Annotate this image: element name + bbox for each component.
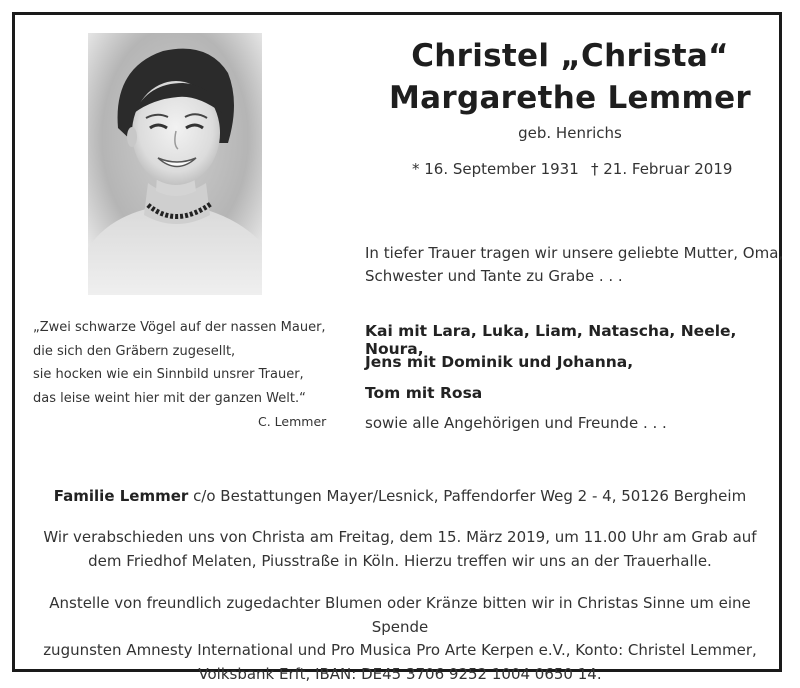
address-line — [20, 485, 780, 509]
poem — [33, 316, 333, 410]
poem-line-4: das leise weint hier mit der ganzen Welt.“ — [33, 390, 306, 406]
family-line-2: Jens mit Dominik und Johanna, — [365, 353, 634, 371]
family-line-1: Kai mit Lara, Luka, Liam, Natascha, Neele, Noura, — [365, 322, 737, 358]
service-line-2: dem Friedhof Melaten, Piusstraße in Köln. Hierzu treffen wir uns an der Trauerhalle. — [88, 551, 712, 570]
intro-text — [365, 242, 785, 288]
death-date: † 21. Februar 2019 — [591, 160, 733, 178]
poem-line-3: sie hocken wie ein Sinnbild unsrer Trauer, — [33, 367, 304, 382]
poem-line-1: „Zwei schwarze Vögel auf der nassen Mauer, — [33, 320, 326, 335]
poem-author: C. Lemmer — [258, 414, 327, 429]
birth-date: * 16. September 1931 — [412, 160, 579, 178]
portrait-photo — [88, 33, 262, 295]
donation-line-2: zugunsten Amnesty International und Pro Musica Pro Arte Kerpen e.V., Konto: Christel Lemmer, — [43, 641, 757, 659]
family-name: Familie Lemmer — [53, 487, 189, 505]
intro-line-1: In tiefer Trauer tragen wir unsere geliebte Mutter, Oma, — [365, 244, 784, 262]
address-details: c/o Bestattungen Mayer/Lesnick, Paffendorfer Weg 2 - 4, 50126 Bergheim — [188, 487, 747, 505]
donation-line-1: Anstelle von freundlich zugedachter Blumen oder Kränze bitten wir in Christas Sinne um eine Spende — [49, 594, 751, 636]
birth-name: geb. Henrichs — [518, 124, 622, 142]
intro-line-2: Schwester und Tante zu Grabe . . . — [365, 267, 623, 285]
deceased-name-line2: Margarethe Lemmer — [389, 80, 751, 116]
donation-line-3: Volksbank Erft, IBAN: DE45 3706 9252 1004 0650 14. — [198, 664, 602, 683]
service-line-1: Wir verabschieden uns von Christa am Freitag, dem 15. März 2019, um 11.00 Uhr am Grab auf — [43, 528, 757, 546]
family-line-3: Tom mit Rosa — [365, 384, 483, 402]
deceased-name-line1: Christel „Christa“ — [411, 38, 729, 74]
service-info — [20, 526, 780, 573]
poem-line-2: die sich den Gräbern zugesellt, — [33, 343, 236, 359]
donation-info — [20, 592, 780, 686]
relatives-line: sowie alle Angehörigen und Freunde . . . — [365, 414, 667, 432]
